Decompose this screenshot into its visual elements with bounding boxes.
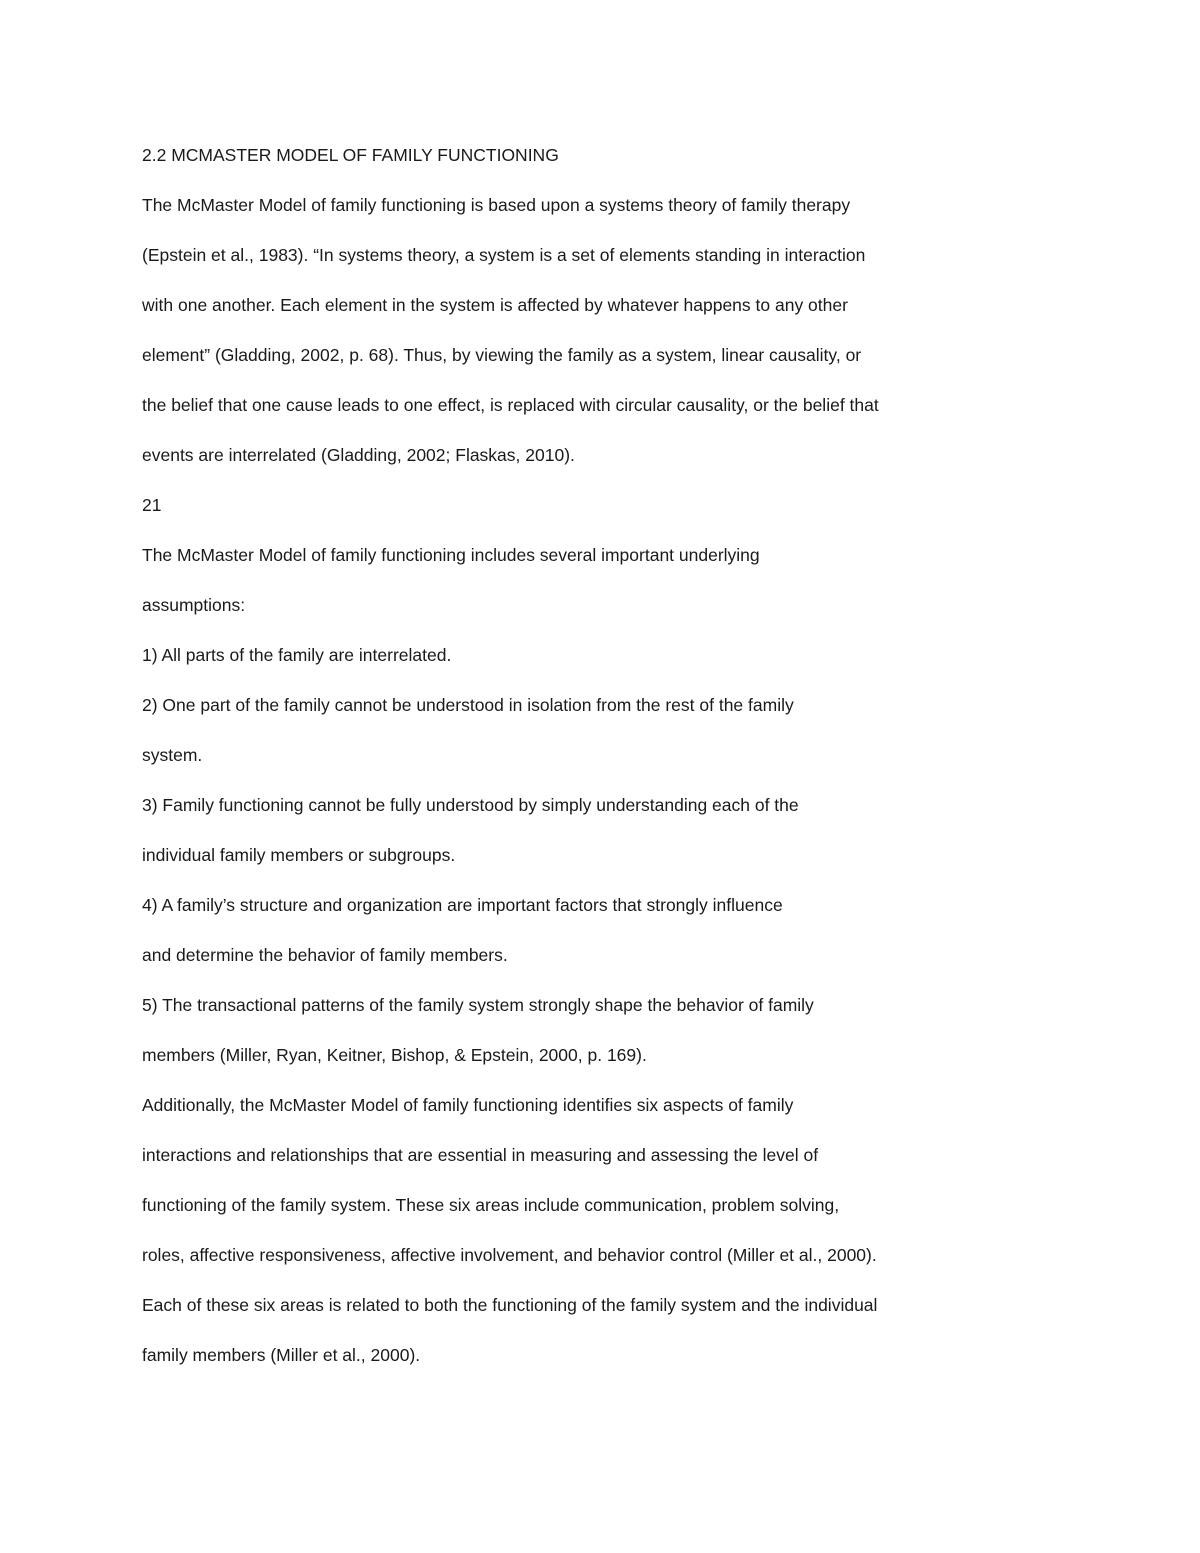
text-line: the belief that one cause leads to one effect, is replaced with circular causality, or the belief that bbox=[142, 395, 879, 415]
list-item: 2) One part of the family cannot be understood in isolation from the rest of the family bbox=[142, 695, 794, 715]
text-line: family members (Miller et al., 2000). bbox=[142, 1345, 421, 1365]
text-line: assumptions: bbox=[142, 595, 246, 615]
text-line: with one another. Each element in the system is affected by whatever happens to any other bbox=[142, 295, 848, 315]
text-line: Additionally, the McMaster Model of family functioning identifies six aspects of family bbox=[142, 1095, 794, 1115]
list-item: 3) Family functioning cannot be fully understood by simply understanding each of the bbox=[142, 795, 799, 815]
text-line: element” (Gladding, 2002, p. 68). Thus, by viewing the family as a system, linear causality, or bbox=[142, 345, 862, 365]
list-item: 4) A family’s structure and organization are important factors that strongly influence bbox=[142, 895, 783, 915]
text-line: Each of these six areas is related to both the functioning of the family system and the individual bbox=[142, 1295, 878, 1315]
list-item: 1) All parts of the family are interrelated. bbox=[142, 645, 452, 665]
list-item: members (Miller, Ryan, Keitner, Bishop, & Epstein, 2000, p. 169). bbox=[142, 1045, 647, 1065]
text-line: functioning of the family system. These six areas include communication, problem solving, bbox=[142, 1195, 840, 1215]
text-line: The McMaster Model of family functioning is based upon a systems theory of family therapy bbox=[142, 195, 851, 215]
list-item: system. bbox=[142, 745, 203, 765]
text-line: interactions and relationships that are essential in measuring and assessing the level of bbox=[142, 1145, 819, 1165]
page-number: 21 bbox=[142, 495, 162, 515]
section-heading: 2.2 MCMASTER MODEL OF FAMILY FUNCTIONING bbox=[142, 145, 559, 165]
list-item: and determine the behavior of family members. bbox=[142, 945, 508, 965]
list-item: individual family members or subgroups. bbox=[142, 845, 456, 865]
text-line: roles, affective responsiveness, affective involvement, and behavior control (Miller et al., 2000). bbox=[142, 1245, 877, 1265]
text-line: The McMaster Model of family functioning includes several important underlying bbox=[142, 545, 760, 565]
text-line: (Epstein et al., 1983). “In systems theory, a system is a set of elements standing in interaction bbox=[142, 245, 866, 265]
list-item: 5) The transactional patterns of the family system strongly shape the behavior of family bbox=[142, 995, 814, 1015]
text-line: events are interrelated (Gladding, 2002; Flaskas, 2010). bbox=[142, 445, 575, 465]
